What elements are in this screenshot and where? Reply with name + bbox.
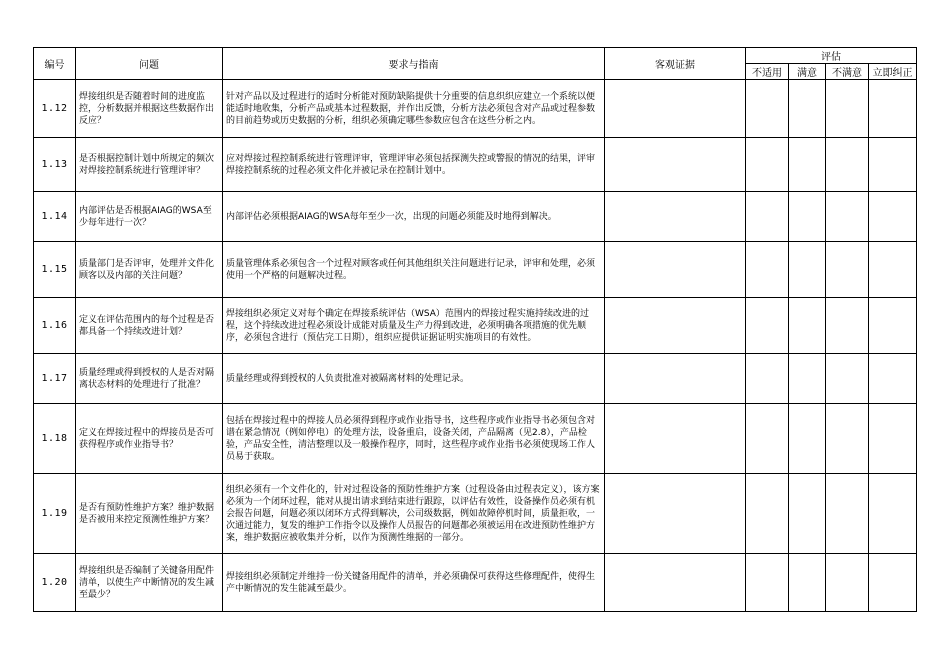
table-row: [34, 138, 917, 192]
eval-satisfied-cell[interactable]: [789, 474, 826, 554]
eval-satisfied-cell[interactable]: [789, 354, 826, 404]
row-number: 1.14: [34, 192, 76, 242]
row-requirement: 针对产品以及过程进行的适时分析能对预防缺陷提供十分重要的信息织织应建立一个系统以便能适时地收集，分析产品或基本过程数据，并作出反馈，分析方法必须包含对产品或过程参数的目前趋势或历史数据的分析，组织必须确定哪些参数应包含在这些分析之内。: [223, 80, 605, 138]
header-satisfied: 满意: [789, 64, 826, 80]
row-number: 1.13: [34, 138, 76, 192]
eval-satisfied-cell[interactable]: [789, 554, 826, 612]
table-row: [34, 474, 917, 554]
eval-not-applicable-cell[interactable]: [746, 138, 789, 192]
row-question: 质量部门是否评审，处理并文件化顾客以及内部的关注问题？: [76, 242, 223, 298]
eval-unsatisfied-cell[interactable]: [826, 138, 869, 192]
row-requirement: 组织必须有一个文件化的，针对过程设备的预防性维护方案（过程设备由过程表定义），该方案必须为一个闭环过程，能对从提出请求到结束进行跟踪，以评估有效性，设备操作员必须有机会报告问题，问题必须以闭环方式得到解决，公司级数据，例如故障停机时间，质量拒收，一次通过能力，复发的维护工作指令以及操作人员报告的问题都必须被运用在改进预防性维护方案，维护数据应被收集并分析，以作为预测性维据的一部分。: [223, 474, 605, 554]
row-requirement: 焊接组织必须定义对每个确定在焊接系统评估（WSA）范围内的焊接过程实施持续改进的过程，这个持续改进过程必须设计成能对质量及生产力得到改进，必须明确各项措施的优先顺序，必须包含进行（预估完工日期），组织应提供证据证明实施项目的有效性。: [223, 298, 605, 354]
eval-unsatisfied-cell[interactable]: [826, 80, 869, 138]
evidence-cell[interactable]: [605, 404, 746, 474]
eval-immediate-correction-cell[interactable]: [869, 404, 917, 474]
table-row: [34, 242, 917, 298]
eval-immediate-correction-cell[interactable]: [869, 138, 917, 192]
eval-satisfied-cell[interactable]: [789, 192, 826, 242]
evidence-cell[interactable]: [605, 354, 746, 404]
evidence-cell[interactable]: [605, 554, 746, 612]
eval-not-applicable-cell[interactable]: [746, 192, 789, 242]
header-not-applicable: 不适用: [746, 64, 789, 80]
row-number: 1.19: [34, 474, 76, 554]
row-number: 1.15: [34, 242, 76, 298]
header-evidence: 客观证据: [605, 48, 746, 80]
evidence-cell[interactable]: [605, 80, 746, 138]
header-immediate-correction: 立即纠正: [869, 64, 917, 80]
eval-unsatisfied-cell[interactable]: [826, 192, 869, 242]
eval-unsatisfied-cell[interactable]: [826, 404, 869, 474]
header-unsatisfied: 不满意: [826, 64, 869, 80]
eval-immediate-correction-cell[interactable]: [869, 354, 917, 404]
row-requirement: 质量经理或得到授权的人负责批准对被隔离材料的处理记录。: [223, 354, 605, 404]
eval-immediate-correction-cell[interactable]: [869, 192, 917, 242]
eval-unsatisfied-cell[interactable]: [826, 554, 869, 612]
row-number: 1.16: [34, 298, 76, 354]
table-row: [34, 298, 917, 354]
row-number: 1.20: [34, 554, 76, 612]
eval-not-applicable-cell[interactable]: [746, 298, 789, 354]
checklist-table: [33, 47, 917, 612]
row-question: 是否有预防性维护方案？维护数据是否被用来控定预测性维护方案？: [76, 474, 223, 554]
eval-unsatisfied-cell[interactable]: [826, 242, 869, 298]
header-requirement: 要求与指南: [223, 48, 605, 80]
header-number: 编号: [34, 48, 76, 80]
row-question: 定义在评估范围内的每个过程是否都具备一个持续改进计划？: [76, 298, 223, 354]
evidence-cell[interactable]: [605, 298, 746, 354]
row-question: 质量经理或得到授权的人是否对隔离状态材料的处理进行了批准？: [76, 354, 223, 404]
row-question: 焊接组织是否编制了关键备用配件清单，以使生产中断情况的发生减至最少？: [76, 554, 223, 612]
eval-not-applicable-cell[interactable]: [746, 474, 789, 554]
row-question: 定义在焊接过程中的焊接员是否可获得程序或作业指导书？: [76, 404, 223, 474]
row-question: 焊接组织是否随着时间的进度监控，分析数据并根据这些数据作出反应？: [76, 80, 223, 138]
eval-not-applicable-cell[interactable]: [746, 80, 789, 138]
row-requirement: 质量管理体系必须包含一个过程对顾客或任何其他组织关注问题进行记录，评审和处理，必须使用一个严格的问题解决过程。: [223, 242, 605, 298]
eval-satisfied-cell[interactable]: [789, 242, 826, 298]
row-requirement: 包括在焊接过程中的焊接人员必须得到程序或作业指导书，这些程序或作业指导书必须包含对谱在紧急情况（例如停电）的处理方法，设备重启，设备关闭，产品隔离（见2.8），产品检验，产品安全性，清洁整理以及一般操作程序，同时，这些程序或作业指书必须使现场工作人员易于获取。: [223, 404, 605, 474]
table-row: [34, 554, 917, 612]
eval-immediate-correction-cell[interactable]: [869, 242, 917, 298]
table-row: [34, 404, 917, 474]
evidence-cell[interactable]: [605, 192, 746, 242]
evidence-cell[interactable]: [605, 138, 746, 192]
row-number: 1.17: [34, 354, 76, 404]
eval-not-applicable-cell[interactable]: [746, 404, 789, 474]
header-question: 问题: [76, 48, 223, 80]
eval-immediate-correction-cell[interactable]: [869, 80, 917, 138]
eval-satisfied-cell[interactable]: [789, 138, 826, 192]
audit-checklist-sheet: [33, 47, 917, 612]
row-requirement: 内部评估必须根据AIAG的WSA每年至少一次，出现的问题必须能及时地得到解决。: [223, 192, 605, 242]
row-requirement: 焊接组织必须制定并维持一份关键备用配件的清单，并必须确保可获得这些修理配件，使得生产中断情况的发生能减至最少。: [223, 554, 605, 612]
table-row: [34, 354, 917, 404]
eval-immediate-correction-cell[interactable]: [869, 298, 917, 354]
eval-not-applicable-cell[interactable]: [746, 554, 789, 612]
eval-unsatisfied-cell[interactable]: [826, 298, 869, 354]
eval-satisfied-cell[interactable]: [789, 404, 826, 474]
row-number: 1.12: [34, 80, 76, 138]
eval-unsatisfied-cell[interactable]: [826, 354, 869, 404]
header-evaluation: 评估: [746, 48, 917, 64]
evidence-cell[interactable]: [605, 474, 746, 554]
row-requirement: 应对焊接过程控制系统进行管理评审，管理评审必须包括探测失控或警报的情况的结果，评审焊接控制系统的过程必须文件化并被记录在控制计划中。: [223, 138, 605, 192]
eval-satisfied-cell[interactable]: [789, 80, 826, 138]
table-row: [34, 192, 917, 242]
eval-not-applicable-cell[interactable]: [746, 242, 789, 298]
eval-satisfied-cell[interactable]: [789, 298, 826, 354]
eval-unsatisfied-cell[interactable]: [826, 474, 869, 554]
row-question: 内部评估是否根据AIAG的WSA至少每年进行一次？: [76, 192, 223, 242]
eval-immediate-correction-cell[interactable]: [869, 474, 917, 554]
table-row: [34, 80, 917, 138]
evidence-cell[interactable]: [605, 242, 746, 298]
row-question: 是否根据控制计划中所规定的频次对焊接控制系统进行管理评审？: [76, 138, 223, 192]
eval-not-applicable-cell[interactable]: [746, 354, 789, 404]
eval-immediate-correction-cell[interactable]: [869, 554, 917, 612]
row-number: 1.18: [34, 404, 76, 474]
